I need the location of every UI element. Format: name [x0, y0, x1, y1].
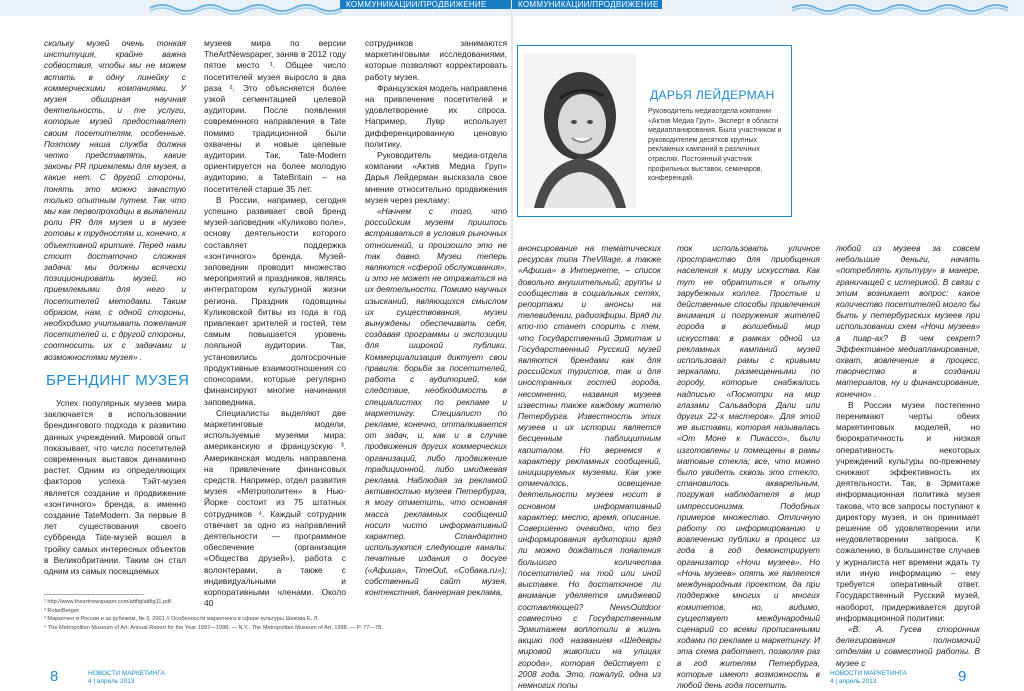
column-1-body	[44, 398, 186, 588]
page-number: 8	[50, 668, 59, 685]
column-3	[836, 243, 980, 668]
column-1-quote	[44, 38, 186, 362]
profile-name: ДАРЬЯ ЛЕЙДЕРМАН	[650, 88, 775, 102]
magazine-footer	[830, 670, 907, 686]
quote-paragraph: анонсирование на тематических ресурсах типа TheVillage, в также «Афиша» в Интернете, – список довольно внушительный; группы и сообщества в социальных сетях, репортажи и анонсы на телевидении, радиоэфиры. Вряд ли кто-то станет спорить с тем, что Государственный Эрмитаж и Государственный Русский музей являются брендами как для российских туристов, так и для иностранных гостей города, несомненно, названия музеев известны также каждому жителю Петербурга. Известность этих музеев и их истории является бесценным паблицитным капиталом. Но вернемся к характеру рекламных сообщений, инициируемых музеями. Как уже отмечалось, освещение деятельности музеев носит в основном информативный характер: место, время, описание. Совершенно очевидно, что без информирования аудитории вряд ли можно дождаться появления большого количества посетителей на той или иной выставке. Но достаточное ли внимание уделяется имиджевой составляющей? NewsOutdoor совместно с Государственным Эрмитажем воплотили в жизнь акцию под названием «Шедевры мировой живописи на улицах города», которая действует с 2008 года. Это, пожалуй, одна из немногих попы	[518, 243, 662, 690]
running-head: КОММУНИКАЦИИ/ПРОДВИЖЕНИЕ	[512, 0, 662, 9]
quote-paragraph: любой из музеев за совсем небольшие деньги, начать «потреблять культуру» в манере, граничащей с истерикой. В связи с этим возникает вопрос: какое количество посетителей могло бы быть у петербургских музеев при использовании схем «Ночи музеев» в пиар-ах? В чем секрет? Эффективное медиапланирование, охват, вовлечение в процесс, творчество в создании материалов, ну и финансирование, конечно» .	[836, 243, 980, 399]
column-1	[518, 243, 662, 690]
quote-paragraph: скольку музей очень тонкая институция, крайне важна собвоствия, чтобы мы не можем встать в одну линейку с коммерческими компаниями. У музея обширная научная деятельность, и те услуги, которые музей предоставляет своим посетителям, особенные. Поэтому наша служба должна четко представлять, какие законы PR приемлемы для музея, а какие нет. С другой стороны, понять это можно зачастую только опытным путем. Так что мы как первопроходцы в выявлении роли PR для музея и в музее готовы к трудностям и, конечно, к объективной критике. Перед нами стоит достаточно сложная задача: мы должны всячески позиционировать музей, но приемлемыми для него и посетителей методами. Таким образом, нам, с одной стороны, необходимо учитывать пожелания посетителей и, с другой стороны, соотносить их с задачами и возможностями музея» .	[44, 38, 186, 362]
page-number: 9	[958, 668, 967, 685]
body-paragraph: Французская модель направлена на привлечение посетителей и удовлетворение их спроса. Например, Лувр использует дифференцированную ценовую политику.	[365, 82, 507, 149]
footnote: ⁴ The Metropolitan Museum of Art: Annual Report for the Year 1997—1998. — N.Y.: The Metropolitan Museum of Art, 1998. — P. 77—78.	[44, 624, 383, 631]
wave-ornament-icon	[792, 0, 1012, 14]
body-paragraph: музеев мира по версии TheArtNewspaper, заняв в 2012 году пятое место ¹. Общее число посетителей музея выросло в два раза ². Это объясняется более узкой сегментацией целевой аудитории. После появления современного направления в Tate помимо традиционной были охвачены и новые целевые аудитории. Так, Tate-Modern ориентируется на более молодую аудиторию, а TateBritain – на посетителей старше 35 лет.	[204, 38, 346, 194]
column-3	[365, 38, 507, 597]
right-page	[512, 0, 1024, 691]
portrait-photo	[524, 54, 636, 208]
issue-date: 4 | апрель 2013	[88, 678, 135, 685]
body-paragraph: В России, например, сегодня успешно развивает свой бренд музей-заповедник «Куликово поле», основу деятельности которого составляет поддержка «зонтичного» бренда. Музей-заповедник проводит множество мероприятий и праздников, являясь интегратором культурной жизни региона. Праздник годовщины Куликовской битвы из года в год привлекает зрителей и гостей, тем самым повышается уровень лояльной аудитории. Так, установились долгосрочные продуктивные взаимоотношения со спонсорами, которые регулярно финансируют многие начинания заповедника.	[204, 194, 346, 407]
quote-paragraph: «Начнем с того, что российским музеям пришлось встраиваться в условия рыночных отношений, и произошло это не так давно. Музеи теперь являются «сферой обслуживания», и это не может не отражаться на их деятельности. Помимо научных изысканий, являющихся смыслом их существования, музеи вынуждены обеспечивать себя, создавая программы и экспозиции для широкой публики. Коммерциализация диктует свои правила: борьба за посетителей, работа с аудиторией, как следствие, необходимость в специалистах по рекламе и маркетингу. Специалист по рекламе, конечно, отталкивается от задач, и, как и в случае продвижения других коммерческих организаций, либо продвижение традиционной, либо имиджевая реклама. Наблюдая за рекламой активностью музеев Петербурга, я могу отметить, что основная масса рекламных сообщений носит чисто информативный характер. Стандартно используются следующие каналы: печатные издания о досуге («Афиша», TimeOut, «Собака.ru»); собственный сайт музея, контекстная, баннерная реклама,	[365, 206, 507, 597]
footnote: ¹ http://www.theartnewspaper.com/attfig/attfig11.pdf.	[44, 599, 173, 605]
magazine-footer	[88, 670, 165, 686]
running-head: КОММУНИКАЦИИ/ПРОДВИЖЕНИЕ	[340, 0, 512, 9]
quote-paragraph: «В. А. Гусев сторонник делегирования полномочий отделам и совместной работы. В музее с	[836, 623, 980, 668]
footnote: ³ Маркетинг в России и за рубежом, № 3, 2001 // Особенности маркетинга в сфере культуры Шекова Е. Л.	[44, 616, 319, 623]
body-paragraph: сотрудников занимаются маркетинговыми исследованиями, которые позволяют корректировать работу музея.	[365, 38, 507, 82]
profile-box	[517, 45, 792, 217]
column-2	[204, 38, 346, 609]
body-paragraph: В России музеи постепенно перенимают черты обеих маркетинговых моделей, но бюрократичность и низкая оперативность некоторых учреждений культуры по-прежнему снижают эффективность их деятельности. Так, в Эрмитаже информационная политика музея такова, что все запросы поступают к директору музея, и он принимает решение об удовлетворении или неудовлетворении запроса. К сожалению, в большинстве случаев у журналиста нет времени ждать ту или иную информацию – ему требуется оперативный ответ. Государственный Русский музей, наоборот, придерживается другой информационной политики:	[836, 399, 980, 623]
issue-date: 4 | апрель 2013	[830, 678, 877, 685]
body-paragraph: Руководитель медиа-отдела компании «Актив Медиа Груп» Дарья Лейдерман высказала свое мнение относительно продвижения музея через рекламу:	[365, 150, 507, 205]
footnote: ² RolanBerger.	[44, 607, 81, 614]
body-paragraph: Специалисты выделяют две маркетинговые модели, используемые музеями мира: американскую и французскую ³. Американская модель направлена на привлечение финансовых средств. Например, отдел развития музея «Метрополитен» в Нью-Йорке состоит из 75 штатных сотрудников ⁴. Каждый сотрудник отвечает за одно из направлений деятельности — программное обеспечение (организация «Общества друзей»), работа с волонтерами, а также с индивидуальными и корпоративными членами. Около 40	[204, 407, 346, 609]
footnote-rule	[44, 594, 144, 595]
body-paragraph: Успех популярных музеев мира заключается в использовании брендингового подхода к развитию данных учреждений. Мировой опыт показывает, что число посетителей современных выставок динамично растет. Одним из определяющих факторов успеха Тэйт-музея является создание и продвижение «зонтичного» бренда, а именно создание TateModern. За первые 8 лет существования своего суббренда Tate-музей вошел в тройку самых интересных объектов в Великобритании. Таким он стал одним из самых посещаемых	[44, 398, 186, 577]
wave-ornament-icon	[150, 0, 340, 14]
column-2	[677, 243, 820, 690]
footnotes	[44, 598, 504, 632]
magazine-title: НОВОСТИ МАРКЕТИНГА	[830, 670, 907, 677]
section-title: БРЕНДИНГ МУЗЕЯ	[46, 372, 190, 389]
magazine-title: НОВОСТИ МАРКЕТИНГА	[88, 670, 165, 677]
profile-bio: Руководитель медиаотдела компании «Актив Медиа Груп». Эксперт в области медиапланирования. Была участником и руководителем десятков крупных рекламных кампаний в различных отраслях. Постоянный участник профильных выставок, семинаров, конференций.	[648, 108, 782, 183]
quote-paragraph: ток использовать уличное пространство для приобщения населения к миру искусства. Как тут не обратиться к опыту зарубежных коллег. Простые и действенные способы привлечения внимания и погружения жителей города в волшебный мир искусства: в рамках одной из рекламных кампаний музей использовал рамы с кривыми зеркалами, размещенными по городу, которые снабжались надписью «Посмотри на мир глазами Сальвадора Дали или других 22-х мастеров». Для этой же выставки, которая называлась «От Моне к Пикассо», были изготовлены и помещены в рамы матовые стекла; все, что можно было увидеть сквозь это стекло, становилось акварельным, погружая наблюдателя в мир импрессионизма. Подобных примеров множество. Отличную работу по информированию и вовлечению публики в процесс из года в год демонстрирует организатор «Ночи музеев». Но «Ночь музеев» опять же является международным проектом, да при поддержке многих и многих комитетов, но, видимо, существует международный сценарий со всеми прописанными ходами по рекламе и маркетингу. И эта схема работает, позволяя раз в год жителям Петербурга, которые имеют возможность в любой день года посетить	[677, 243, 820, 690]
